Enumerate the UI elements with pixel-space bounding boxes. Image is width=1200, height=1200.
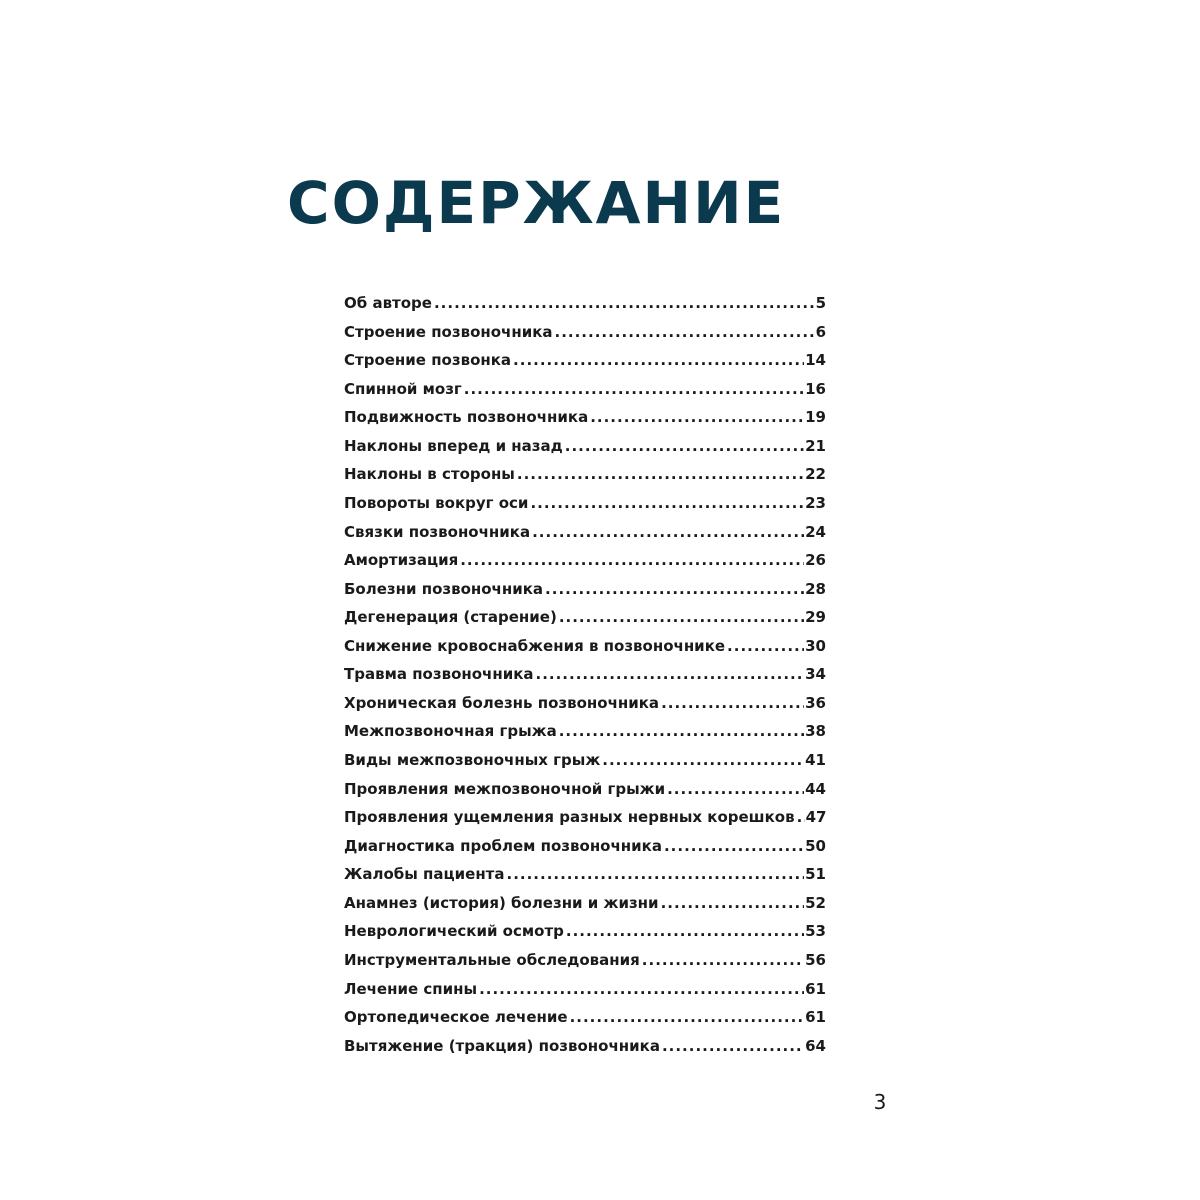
toc-entry-title: Подвижность позвоночника <box>344 408 589 427</box>
toc-entry <box>344 489 826 518</box>
toc-entry-title: Строение позвоночника <box>344 322 553 341</box>
toc-entry-page: 19 <box>805 408 826 427</box>
toc-entry <box>344 346 826 375</box>
toc-entry-page: 30 <box>805 636 826 655</box>
toc-entry-page: 26 <box>805 551 826 570</box>
toc-entry-title: Болезни позвоночника <box>344 579 544 598</box>
toc-dot-leader <box>565 432 804 461</box>
toc-entry <box>344 575 826 604</box>
toc-entry <box>344 460 826 489</box>
toc-entry-title: Повороты вокруг оси <box>344 493 529 512</box>
toc-entry-title: Ортопедическое лечение <box>344 1008 568 1027</box>
toc-entry-page: 5 <box>815 294 826 312</box>
toc-entry <box>344 1003 826 1032</box>
toc-dot-leader <box>559 603 804 632</box>
toc-entry-title: Хроническая болезнь позвоночника <box>344 693 660 712</box>
toc-dot-leader <box>566 917 804 946</box>
toc-entry-page: 36 <box>805 693 826 712</box>
toc-entry-title: Травма позвоночника <box>344 665 534 684</box>
toc-entry-page: 41 <box>805 751 826 769</box>
toc-entry-page: 47 <box>805 808 826 827</box>
toc-entry-page: 38 <box>805 722 826 741</box>
toc-dot-leader <box>661 689 804 718</box>
toc-entry-title: Проявления ущемления разных нервных корешков <box>344 808 795 827</box>
toc-entry <box>344 518 826 547</box>
toc-entry-page: 51 <box>805 865 826 884</box>
toc-entry-page: 50 <box>805 836 826 855</box>
toc-entry-title: Дегенерация (старение) <box>344 608 557 627</box>
toc-entry <box>344 403 826 432</box>
toc-entry <box>344 803 826 832</box>
toc-dot-leader <box>727 632 804 661</box>
toc-dot-leader <box>559 717 804 746</box>
toc-entry <box>344 289 826 318</box>
toc-dot-leader <box>661 889 805 918</box>
toc-entry-title: Амортизация <box>344 551 459 570</box>
toc-entry <box>344 775 826 804</box>
toc-entry-title: Снижение кровоснабжения в позвоночнике <box>344 636 726 655</box>
toc-entry-title: Проявления межпозвоночной грыжи <box>344 779 666 798</box>
toc-entry-title: Межпозвоночная грыжа <box>344 722 557 741</box>
toc-entry-page: 52 <box>805 893 826 912</box>
toc-dot-leader <box>667 775 804 804</box>
toc-entry-title: Наклоны вперед и назад <box>344 436 563 455</box>
toc-entry-title: Об авторе <box>344 294 432 312</box>
toc-entry <box>344 889 826 918</box>
toc-entry-title: Спинной мозг <box>344 379 462 398</box>
toc-entry-page: 21 <box>805 436 826 455</box>
toc-dot-leader <box>797 803 805 832</box>
toc-dot-leader <box>517 460 804 489</box>
toc-entry <box>344 689 826 718</box>
toc-entry-title: Анамнез (история) болезни и жизни <box>344 893 659 912</box>
toc-entry-title: Наклоны в стороны <box>344 465 515 484</box>
toc-dot-leader <box>513 346 804 375</box>
toc-dot-leader <box>464 375 804 404</box>
toc-entry <box>344 432 826 461</box>
toc-entry <box>344 1032 826 1061</box>
toc-entry-title: Вытяжение (тракция) позвоночника <box>344 1036 660 1055</box>
toc-entry-page: 14 <box>805 351 826 370</box>
toc-entry-page: 6 <box>815 322 826 341</box>
toc-dot-leader <box>434 289 815 318</box>
toc-dot-leader <box>507 860 805 889</box>
toc-dot-leader <box>602 746 804 775</box>
toc-entry-page: 22 <box>805 465 826 484</box>
toc-entry-page: 61 <box>805 979 826 998</box>
toc-entry <box>344 375 826 404</box>
toc-entry-page: 28 <box>805 579 826 598</box>
toc-entry <box>344 975 826 1004</box>
toc-entry <box>344 717 826 746</box>
toc-entry-title: Лечение спины <box>344 979 478 998</box>
toc-dot-leader <box>545 575 804 604</box>
toc-entry-title: Неврологический осмотр <box>344 922 564 941</box>
toc-entry <box>344 946 826 975</box>
toc-entry-title: Жалобы пациента <box>344 865 505 884</box>
toc-dot-leader <box>530 489 804 518</box>
toc-entry <box>344 917 826 946</box>
toc-entry-title: Диагностика проблем позвоночника <box>344 836 662 855</box>
toc-dot-leader <box>479 975 804 1004</box>
toc-entry <box>344 546 826 575</box>
toc-entry-page: 61 <box>805 1008 826 1027</box>
toc-entry <box>344 746 826 775</box>
toc-entry-page: 34 <box>805 665 826 684</box>
toc-dot-leader <box>664 832 804 861</box>
toc-dot-leader <box>662 1032 804 1061</box>
toc-dot-leader <box>532 518 804 547</box>
toc-dot-leader <box>555 318 815 347</box>
toc-entry-page: 23 <box>805 493 826 512</box>
toc-entry-title: Строение позвонка <box>344 351 512 370</box>
toc-entry-page: 16 <box>805 379 826 398</box>
toc-entry <box>344 632 826 661</box>
toc-dot-leader <box>536 660 805 689</box>
toc-dot-leader <box>590 403 804 432</box>
toc-entry <box>344 860 826 889</box>
toc-entry-page: 53 <box>805 922 826 941</box>
toc-dot-leader <box>570 1003 805 1032</box>
page-number: 3 <box>873 1090 887 1114</box>
toc-entry <box>344 318 826 347</box>
toc-entry-title: Связки позвоночника <box>344 522 531 541</box>
toc-dot-leader <box>460 546 804 575</box>
toc-entry-page: 24 <box>805 522 826 541</box>
toc-entry <box>344 660 826 689</box>
toc-entry-title: Виды межпозвоночных грыж <box>344 751 601 769</box>
toc-dot-leader <box>642 946 804 975</box>
page-title: СОДЕРЖАНИЕ <box>287 169 786 237</box>
table-of-contents <box>344 289 826 1060</box>
toc-entry-page: 56 <box>805 950 826 969</box>
toc-entry <box>344 832 826 861</box>
toc-entry-page: 44 <box>805 779 826 798</box>
toc-entry-page: 29 <box>805 608 826 627</box>
toc-entry-title: Инструментальные обследования <box>344 950 640 969</box>
toc-entry <box>344 603 826 632</box>
toc-entry-page: 64 <box>805 1036 826 1055</box>
